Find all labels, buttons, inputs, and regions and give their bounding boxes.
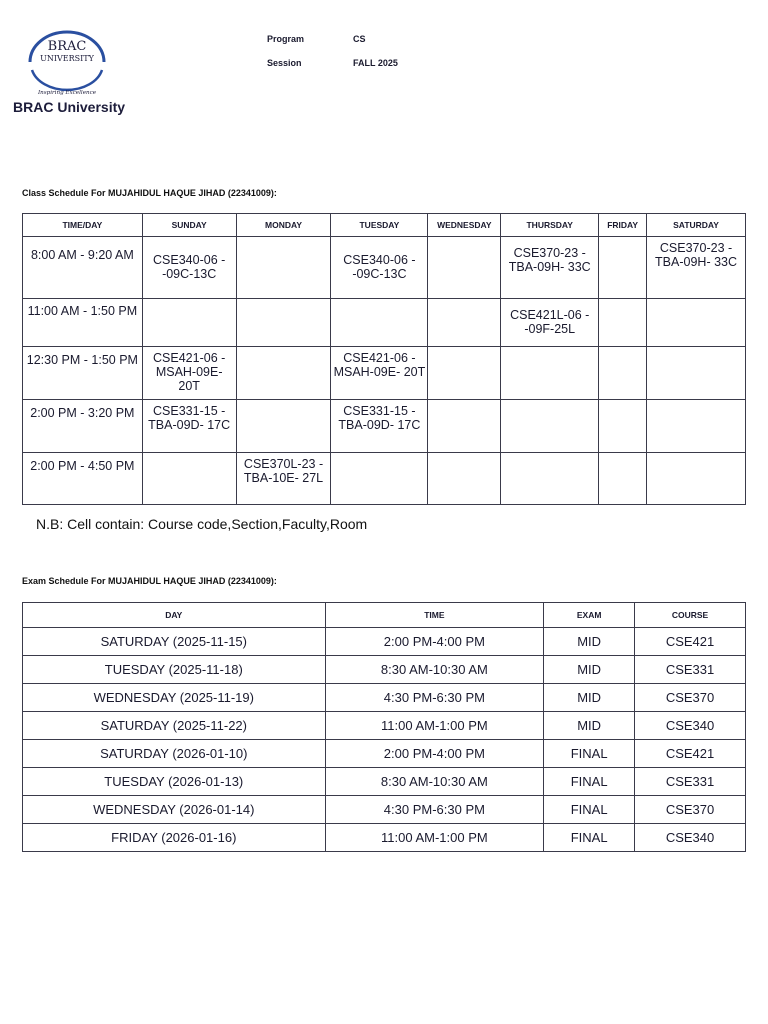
schedule-cell: CSE370-23 - TBA-09H- 33C bbox=[647, 237, 746, 299]
exam-type: FINAL bbox=[544, 824, 635, 852]
table-row bbox=[23, 796, 746, 824]
schedule-cell bbox=[142, 299, 236, 347]
schedule-cell bbox=[501, 400, 599, 453]
exam-day: TUESDAY (2026-01-13) bbox=[23, 768, 326, 796]
logo-line2: UNIVERSITY bbox=[40, 54, 94, 63]
table-row bbox=[23, 684, 746, 712]
exam-schedule-header-row bbox=[23, 603, 746, 628]
schedule-cell bbox=[236, 347, 331, 400]
schedule-cell: CSE340-06 - -09C-13C bbox=[331, 237, 428, 299]
column-header: TIME/DAY bbox=[23, 214, 143, 237]
column-header: FRIDAY bbox=[599, 214, 647, 237]
exam-course: CSE370 bbox=[635, 796, 746, 824]
schedule-note: N.B: Cell contain: Course code,Section,Faculty,Room bbox=[36, 516, 368, 532]
exam-course: CSE421 bbox=[635, 628, 746, 656]
schedule-cell: CSE421L-06 --09F-25L bbox=[501, 299, 599, 347]
table-row bbox=[23, 299, 746, 347]
column-header: MONDAY bbox=[236, 214, 331, 237]
exam-type: FINAL bbox=[544, 768, 635, 796]
time-slot-cell: 11:00 AM - 1:50 PM bbox=[23, 299, 143, 347]
column-header: COURSE bbox=[635, 603, 746, 628]
exam-course: CSE340 bbox=[635, 712, 746, 740]
schedule-cell: CSE421-06 - MSAH-09E- 20T bbox=[142, 347, 236, 400]
schedule-cell: CSE340-06 - -09C-13C bbox=[142, 237, 236, 299]
exam-course: CSE421 bbox=[635, 740, 746, 768]
column-header: TUESDAY bbox=[331, 214, 428, 237]
schedule-cell: CSE421-06 - MSAH-09E- 20T bbox=[331, 347, 428, 400]
university-logo bbox=[22, 24, 112, 98]
exam-day: SATURDAY (2026-01-10) bbox=[23, 740, 326, 768]
time-slot-cell: 2:00 PM - 3:20 PM bbox=[23, 400, 143, 453]
schedule-cell bbox=[331, 453, 428, 505]
exam-day: SATURDAY (2025-11-22) bbox=[23, 712, 326, 740]
schedule-cell bbox=[428, 237, 501, 299]
exam-day: WEDNESDAY (2025-11-19) bbox=[23, 684, 326, 712]
schedule-cell: CSE331-15 - TBA-09D- 17C bbox=[331, 400, 428, 453]
exam-day: SATURDAY (2025-11-15) bbox=[23, 628, 326, 656]
table-row bbox=[23, 453, 746, 505]
exam-schedule-title: Exam Schedule For MUJAHIDUL HAQUE JIHAD (22341009): bbox=[22, 576, 277, 586]
table-row bbox=[23, 768, 746, 796]
schedule-cell bbox=[236, 299, 331, 347]
exam-time: 2:00 PM-4:00 PM bbox=[325, 628, 544, 656]
schedule-cell bbox=[142, 453, 236, 505]
schedule-cell bbox=[599, 453, 647, 505]
schedule-cell bbox=[647, 347, 746, 400]
table-row bbox=[23, 712, 746, 740]
table-row bbox=[23, 400, 746, 453]
table-row bbox=[23, 628, 746, 656]
exam-type: MID bbox=[544, 656, 635, 684]
exam-time: 2:00 PM-4:00 PM bbox=[325, 740, 544, 768]
schedule-cell bbox=[428, 453, 501, 505]
class-schedule-table bbox=[22, 213, 746, 505]
schedule-cell: CSE370L-23 -TBA-10E- 27L bbox=[236, 453, 331, 505]
exam-time: 11:00 AM-1:00 PM bbox=[325, 824, 544, 852]
column-header: TIME bbox=[325, 603, 544, 628]
exam-time: 8:30 AM-10:30 AM bbox=[325, 768, 544, 796]
schedule-cell bbox=[599, 299, 647, 347]
exam-course: CSE370 bbox=[635, 684, 746, 712]
logo-line1: BRAC bbox=[47, 39, 87, 54]
column-header: SUNDAY bbox=[142, 214, 236, 237]
schedule-cell: CSE370-23 - TBA-09H- 33C bbox=[501, 237, 599, 299]
session-label: Session bbox=[267, 58, 302, 68]
exam-day: FRIDAY (2026-01-16) bbox=[23, 824, 326, 852]
column-header: EXAM bbox=[544, 603, 635, 628]
schedule-cell bbox=[331, 299, 428, 347]
class-schedule-header-row bbox=[23, 214, 746, 237]
exam-type: MID bbox=[544, 684, 635, 712]
exam-type: FINAL bbox=[544, 740, 635, 768]
schedule-cell bbox=[647, 299, 746, 347]
schedule-cell bbox=[501, 347, 599, 400]
column-header: THURSDAY bbox=[501, 214, 599, 237]
exam-type: FINAL bbox=[544, 796, 635, 824]
schedule-cell bbox=[428, 347, 501, 400]
table-row bbox=[23, 347, 746, 400]
exam-day: TUESDAY (2025-11-18) bbox=[23, 656, 326, 684]
column-header: SATURDAY bbox=[647, 214, 746, 237]
exam-type: MID bbox=[544, 628, 635, 656]
exam-course: CSE331 bbox=[635, 656, 746, 684]
schedule-cell bbox=[599, 347, 647, 400]
schedule-cell bbox=[599, 400, 647, 453]
exam-day: WEDNESDAY (2026-01-14) bbox=[23, 796, 326, 824]
logo-tagline: Inspiring Excellence bbox=[37, 90, 97, 96]
schedule-cell bbox=[428, 299, 501, 347]
session-value: FALL 2025 bbox=[353, 58, 398, 68]
program-label: Program bbox=[267, 34, 305, 44]
exam-time: 8:30 AM-10:30 AM bbox=[325, 656, 544, 684]
schedule-cell bbox=[647, 400, 746, 453]
table-row bbox=[23, 237, 746, 299]
exam-course: CSE340 bbox=[635, 824, 746, 852]
time-slot-cell: 12:30 PM - 1:50 PM bbox=[23, 347, 143, 400]
exam-type: MID bbox=[544, 712, 635, 740]
table-row bbox=[23, 740, 746, 768]
exam-time: 4:30 PM-6:30 PM bbox=[325, 796, 544, 824]
schedule-cell bbox=[428, 400, 501, 453]
column-header: DAY bbox=[23, 603, 326, 628]
schedule-cell: CSE331-15 - TBA-09D- 17C bbox=[142, 400, 236, 453]
program-session-info bbox=[267, 34, 398, 82]
column-header: WEDNESDAY bbox=[428, 214, 501, 237]
university-name: BRAC University bbox=[13, 99, 126, 115]
schedule-cell bbox=[599, 237, 647, 299]
schedule-cell bbox=[236, 400, 331, 453]
exam-course: CSE331 bbox=[635, 768, 746, 796]
table-row bbox=[23, 656, 746, 684]
schedule-cell bbox=[647, 453, 746, 505]
exam-schedule-table bbox=[22, 602, 746, 852]
table-row bbox=[23, 824, 746, 852]
schedule-cell bbox=[501, 453, 599, 505]
time-slot-cell: 2:00 PM - 4:50 PM bbox=[23, 453, 143, 505]
program-value: CS bbox=[353, 34, 366, 44]
exam-time: 4:30 PM-6:30 PM bbox=[325, 684, 544, 712]
class-schedule-title: Class Schedule For MUJAHIDUL HAQUE JIHAD (22341009): bbox=[22, 188, 277, 198]
schedule-cell bbox=[236, 237, 331, 299]
time-slot-cell: 8:00 AM - 9:20 AM bbox=[23, 237, 143, 299]
exam-time: 11:00 AM-1:00 PM bbox=[325, 712, 544, 740]
